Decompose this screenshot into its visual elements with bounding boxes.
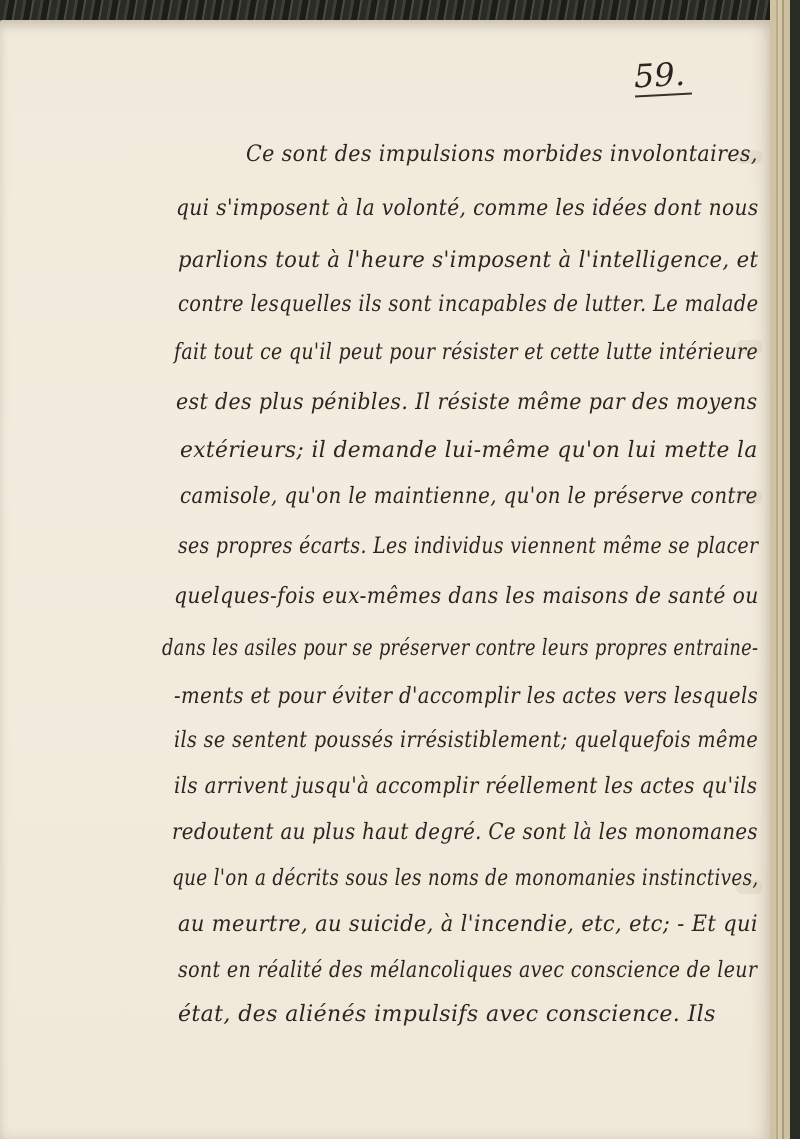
- text-line: sont en réalité des mélancoliques avec conscience de leur: [178, 958, 758, 983]
- text-line: dans les asiles pour se préserver contre leurs propres entraine-: [162, 636, 759, 661]
- text-line: état, des aliénés impulsifs avec conscience. Ils: [178, 1002, 716, 1027]
- page-number: 59.: [633, 55, 692, 98]
- page-stack-edge: [770, 0, 800, 1139]
- text-line: camisole, qu'on le maintienne, qu'on le préserve contre: [180, 484, 758, 509]
- text-line: parlions tout à l'heure s'imposent à l'intelligence, et: [178, 248, 759, 273]
- text-line: contre lesquelles ils sont incapables de lutter. Le malade: [178, 292, 759, 317]
- text-line: ils se sentent poussés irrésistiblement; quelquefois même: [174, 728, 759, 753]
- text-line: ses propres écarts. Les individus viennent même se placer: [178, 534, 759, 559]
- text-line: au meurtre, au suicide, à l'incendie, etc, etc; - Et qui: [178, 912, 758, 937]
- text-line: est des plus pénibles. Il résiste même par des moyens: [176, 390, 758, 415]
- text-line: fait tout ce qu'il peut pour résister et cette lutte intérieure: [174, 340, 759, 365]
- text-line: que l'on a décrits sous les noms de monomanies instinctives,: [172, 866, 759, 891]
- text-line: -ments et pour éviter d'accomplir les actes vers lesquels: [174, 684, 759, 709]
- text-line: ils arrivent jusqu'à accomplir réellement les actes qu'ils: [174, 774, 758, 799]
- text-line: redoutent au plus haut degré. Ce sont là les monomanes: [172, 820, 758, 845]
- text-line: extérieurs; il demande lui-même qu'on lui mette la: [180, 438, 758, 463]
- text-line: Ce sont des impulsions morbides involontaires,: [246, 142, 758, 167]
- text-line: qui s'imposent à la volonté, comme les idées dont nous: [176, 196, 759, 221]
- text-line: quelques-fois eux-mêmes dans les maisons de santé ou: [174, 584, 759, 609]
